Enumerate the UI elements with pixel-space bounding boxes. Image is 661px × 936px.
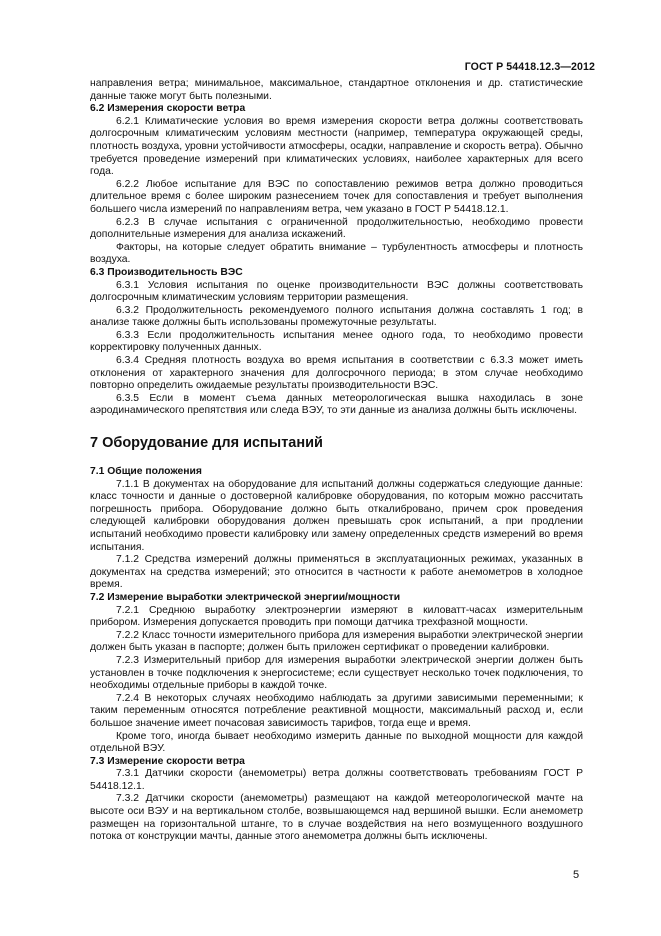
paragraph-6-3-5: 6.3.5 Если в момент съема данных метеорологическая вышка находилась в зоне аэродинамического препятствия или следа ВЭУ, то эти данные из анализа должны быть исключены. [90, 392, 583, 417]
document-body [90, 78, 583, 844]
paragraph-6-3-2: 6.3.2 Продолжительность рекомендуемого полного испытания должна составлять 1 год; в анализе также должны быть использованы промежуточные результаты. [90, 304, 583, 329]
paragraph-6-3-1: 6.3.1 Условия испытания по оценке производительности ВЭС должны соответствовать долгосрочным климатическим условиям территории размещения. [90, 279, 583, 304]
paragraph-7-1-1: 7.1.1 В документах на оборудование для испытаний должны содержаться следующие данные: класс точности и данные о достоверной калибровке оборудования, по которым можно рассчитать погрешность прибора. Оборудование должно быть откалибровано, причем срок проведения следующей калибровки оборудования должен превышать срок испытаний, а при продлении испытаний необходимо провести калибровку или замену определенных средств измерений во время испытания. [90, 478, 583, 553]
paragraph-6-3-3: 6.3.3 Если продолжительность испытания менее одного года, то необходимо провести корректировку полученных данных. [90, 329, 583, 354]
paragraph-7-1-2: 7.1.2 Средства измерений должны применяться в эксплуатационных режимах, указанных в документах на средства измерений; это относится в частности к работе анемометров в холодное время. [90, 554, 583, 591]
document-header: ГОСТ Р 54418.12.3—2012 [464, 61, 595, 73]
paragraph-7-3-1: 7.3.1 Датчики скорости (анемометры) ветра должны соответствовать требованиям ГОСТ Р 54418.12.1. [90, 768, 583, 792]
paragraph-7-2-3: 7.2.3 Измерительный прибор для измерения выработки электрической энергии должен быть установлен в точке подключения к энергосистеме; если существует несколько точек подключения, то необходимы отдельные приборы в каждой точке. [90, 654, 583, 692]
paragraph-7-2-4-additional: Кроме того, иногда бывает необходимо измерить данные по выходной мощности для каждой отдельной ВЭУ. [90, 730, 583, 755]
paragraph-7-3-2: 7.3.2 Датчики скорости (анемометры) размещают на каждой метеорологической мачте на высоте оси ВЭУ и на вертикальном столбе, возвышающемся над вершиной вышки. Если анемометр размещен на горизонтальной штанге, то в случае воздействия на него возмущенного воздушного потока от конструкции мачты, данные этого анемометра должны быть исключены. [90, 793, 583, 843]
paragraph-7-2-1: 7.2.1 Среднюю выработку электроэнергии измеряют в киловатт-часах измерительным прибором. Измерения допускается проводить при помощи датчика трехфазной мощности. [90, 604, 583, 629]
subsection-heading-6-3: 6.3 Производительность ВЭС [90, 266, 243, 278]
subsection-heading-7-1: 7.1 Общие положения [90, 466, 202, 478]
paragraph-continuation: направления ветра; минимальное, максимальное, стандартное отклонения и др. статистические данные также могут быть полезными. [90, 78, 583, 102]
paragraph-7-2-2: 7.2.2 Класс точности измерительного прибора для измерения выработки электрической энергии должен быть указан в паспорте; должен быть приложен сертификат о проведении калибровки. [90, 629, 583, 654]
subsection-heading-7-2: 7.2 Измерение выработки электрической энергии/мощности [90, 591, 401, 603]
page-number: 5 [573, 869, 580, 881]
paragraph-6-2-1: 6.2.1 Климатические условия во время измерения скорости ветра должны соответствовать долгосрочным климатическим условиям местности (например, температура окружающей среды, плотность воздуха, уровни устойчивости атмосферы, осадки, направление и скорость ветра). Обычно требуется проведение измерений при климатических условиях, наиболее характерных для всего года. [90, 115, 583, 178]
paragraph-6-2-2: 6.2.2 Любое испытание для ВЭС по сопоставлению режимов ветра должно проводиться длительное время с более широким разнесением точек для сопоставления и требует выполнения большего числа измерений по направлениям ветра, чем указано в ГОСТ Р 54418.12.1. [90, 178, 583, 215]
subsection-heading-7-3: 7.3 Измерение скорости ветра [90, 755, 245, 767]
paragraph-6-2-3-factors: Факторы, на которые следует обратить внимание – турбулентность атмосферы и плотность воздуха. [90, 241, 583, 266]
section-heading-7: 7 Оборудование для испытаний [90, 435, 323, 452]
paragraph-6-2-3: 6.2.3 В случае испытания с ограниченной продолжительностью, необходимо провести дополнительные измерения для анализа искажений. [90, 216, 583, 241]
paragraph-6-3-4: 6.3.4 Средняя плотность воздуха во время испытания в соответствии с 6.3.3 может иметь отклонения от характерного значения для долгосрочного периода; в этом случае необходимо повторно определить ожидаемые результаты производительности ВЭС. [90, 355, 583, 392]
subsection-heading-6-2: 6.2 Измерения скорости ветра [90, 103, 246, 115]
paragraph-7-2-4: 7.2.4 В некоторых случаях необходимо наблюдать за другими зависимыми переменными; к таким переменным относятся потребление реактивной мощности, максимальный расход и, если большое значение имеет почасовая зависимость тарифов, тогда еще и время. [90, 692, 583, 729]
